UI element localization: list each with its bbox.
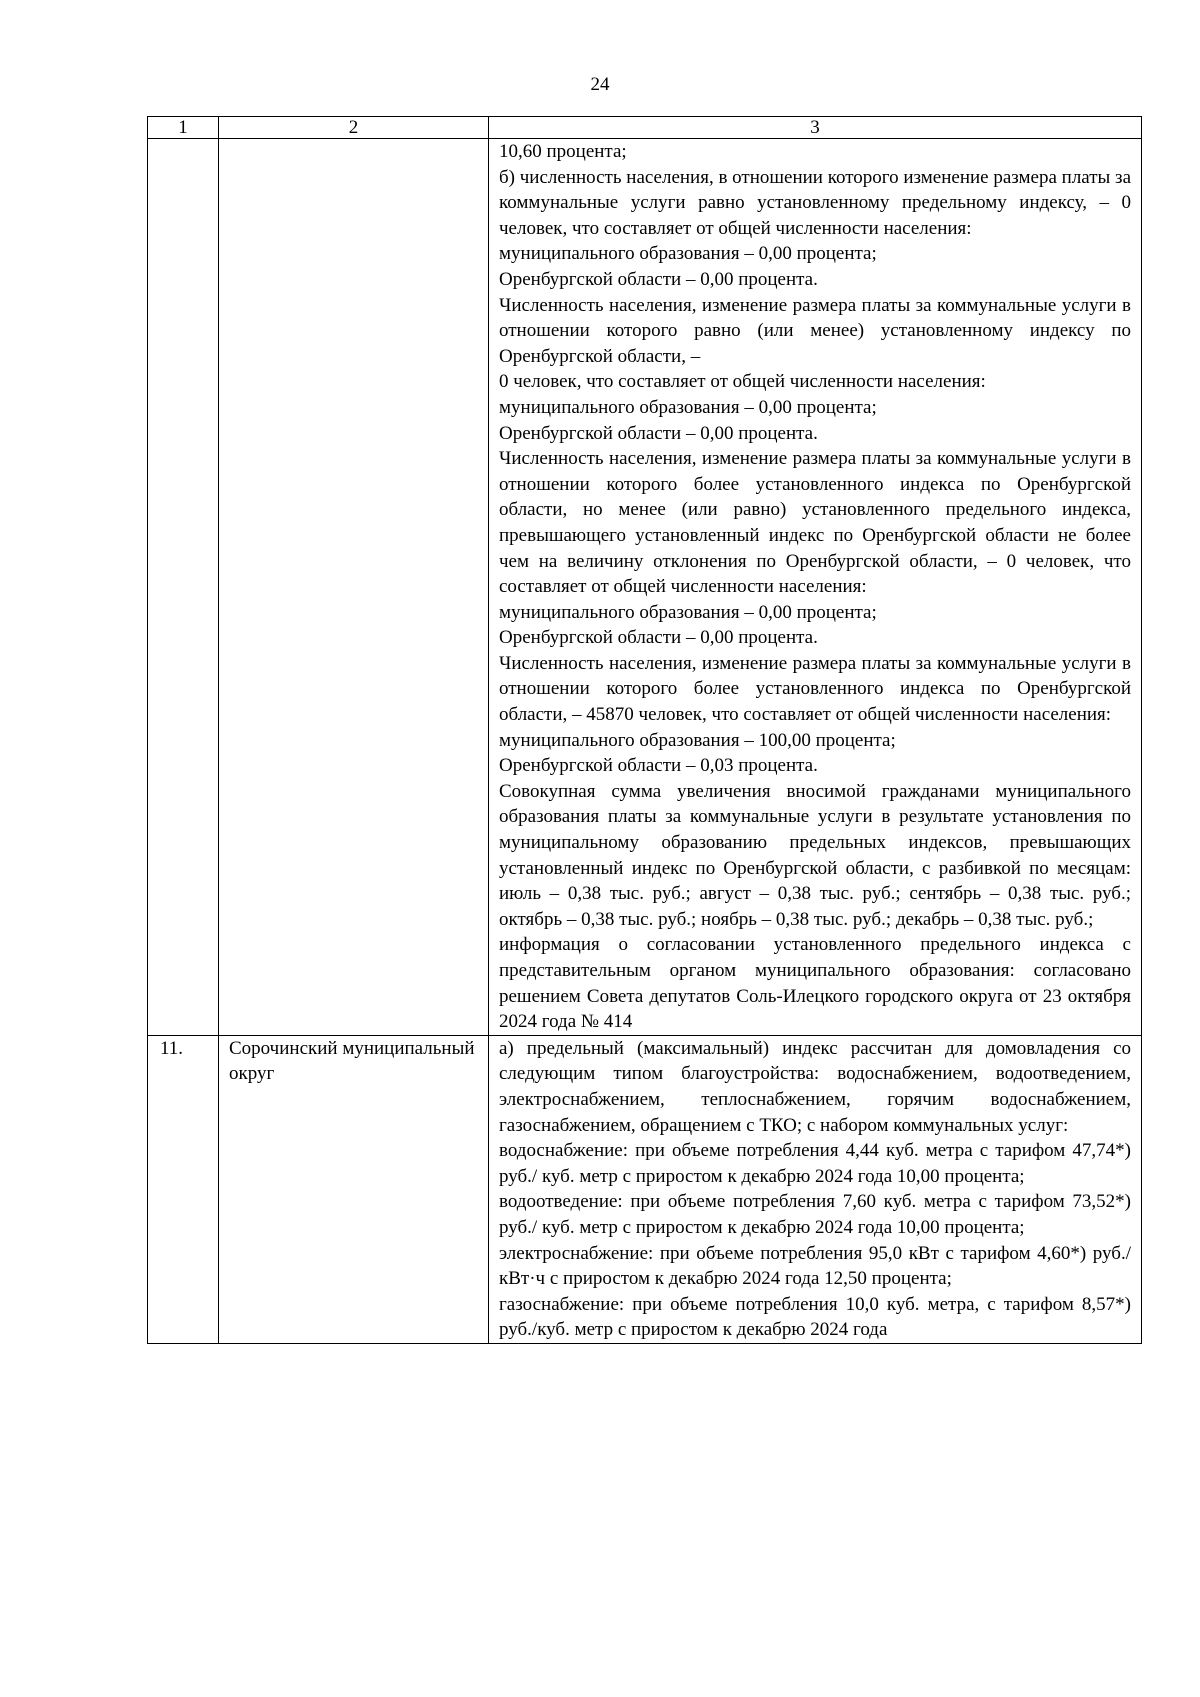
municipality-name <box>219 139 489 1036</box>
paragraph: 10,60 процента; <box>499 141 627 162</box>
row-content <box>489 1035 1142 1343</box>
paragraph: водоснабжение: при объеме потребления 4,44 куб. метра с тарифом 47,74*) руб./ куб. метр с приростом к декабрю 2024 года 10,00 процента; <box>499 1140 1131 1187</box>
header-col-3: 3 <box>489 117 1142 139</box>
paragraph: Численность населения, изменение размера платы за коммунальные услуги в отношении которого более установленного индекса по Оренбургской области, – 45870 человек, что составляет от общей численности населения: <box>499 652 1131 726</box>
paragraph: электроснабжение: при объеме потребления 95,0 кВт с тарифом 4,60*) руб./кВт·ч с приростом к декабрю 2024 года 12,50 процента; <box>499 1242 1131 1290</box>
header-col-2: 2 <box>219 117 489 139</box>
header-col-1: 1 <box>148 117 219 139</box>
row-content <box>489 139 1142 1036</box>
paragraph: 0 человек, что составляет от общей численности населения: <box>499 371 986 393</box>
row-number: 11. <box>148 1035 219 1343</box>
paragraph: Численность населения, изменение размера платы за коммунальные услуги в отношении которого более установленного индекса по Оренбургской области, но менее (или равно) установленного предельного индекса, превышающего установленный индекс по Оренбургской области не более чем на величину отклонения по Оренбургской области, – 0 человек, что составляет от общей численности населения: <box>499 448 1131 598</box>
paragraph: Оренбургской области – 0,03 процента. <box>499 755 818 777</box>
document-table <box>147 116 1142 1344</box>
paragraph: муниципального образования – 0,00 процента; <box>499 243 877 265</box>
municipality-name: Сорочинский муниципальный округ <box>219 1035 489 1343</box>
paragraph: информация о согласовании установленного предельного индекса с представительным органом муниципального образования: согласовано решением Совета депутатов Соль-Илецкого городского округа от 23 октября 2024 года № 414 <box>499 934 1131 1033</box>
table-header-row <box>148 117 1142 139</box>
paragraph: муниципального образования – 0,00 процента; <box>499 601 877 623</box>
paragraph: Оренбургской области – 0,00 процента. <box>499 422 818 444</box>
paragraph: а) предельный (максимальный) индекс рассчитан для домовладения со следующим типом благоустройства: водоснабжением, водоотведением, электроснабжением, теплоснабжением, горячим водоснабжением, газоснабжением, обращением с ТКО; с набором коммунальных услуг: <box>499 1037 1131 1136</box>
paragraph: муниципального образования – 0,00 процента; <box>499 396 877 418</box>
page-number: 24 <box>590 74 610 95</box>
paragraph: Совокупная сумма увеличения вносимой гражданами муниципального образования платы за коммунальные услуги в результате установления по муниципальному образованию предельных индексов, превышающих установленный индекс по Оренбургской области, с разбивкой по месяцам: июль – 0,38 тыс. руб.; август – 0,38 тыс. руб.; сентябрь – 0,38 тыс. руб.; октябрь – 0,38 тыс. руб.; ноябрь – 0,38 тыс. руб.; декабрь – 0,38 тыс. руб.; <box>499 780 1131 930</box>
paragraph: Оренбургской области – 0,00 процента. <box>499 627 818 649</box>
paragraph: Оренбургской области – 0,00 процента. <box>499 268 818 290</box>
paragraph: муниципального образования – 100,00 процента; <box>499 729 896 751</box>
paragraph: б) численность населения, в отношении которого изменение размера платы за коммунальные услуги равно установленному предельному индексу, – 0 человек, что составляет от общей численности населения: <box>499 166 1132 239</box>
table-row <box>148 139 1142 1036</box>
paragraph: водоотведение: при объеме потребления 7,60 куб. метра с тарифом 73,52*) руб./ куб. метр с приростом к декабрю 2024 года 10,00 процента; <box>499 1191 1131 1238</box>
row-number <box>148 139 219 1036</box>
paragraph: газоснабжение: при объеме потребления 10,0 куб. метра, с тарифом 8,57*) руб./куб. метр с приростом к декабрю 2024 года <box>499 1293 1131 1341</box>
paragraph: Численность населения, изменение размера платы за коммунальные услуги в отношении которого равно (или менее) установленному индексу по Оренбургской области, – <box>499 294 1131 367</box>
table-row <box>148 1035 1142 1343</box>
